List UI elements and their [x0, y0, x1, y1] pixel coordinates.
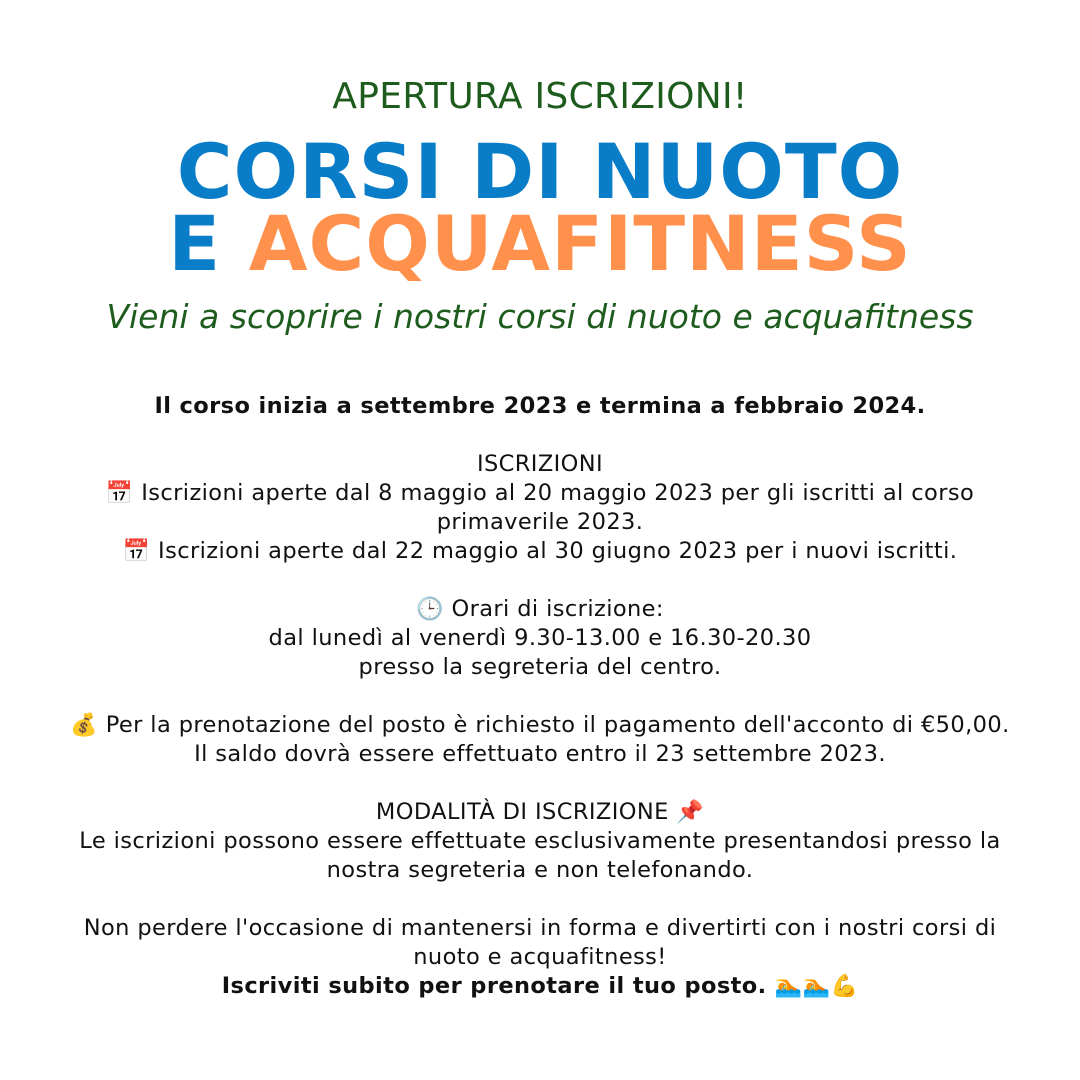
orari-line-1: dal lunedì al venerdì 9.30-13.00 e 16.30-20.30 [268, 625, 812, 651]
orari-heading-text: Orari di iscrizione: [451, 596, 664, 622]
kicker-text: APERTURA ISCRIZIONI! [332, 76, 748, 117]
intro-text: Il corso inizia a settembre 2023 e termina a febbraio 2024. [154, 393, 926, 419]
title-prefix: E [168, 199, 222, 288]
iscrizioni-line-2-text: Iscrizioni aperte dal 22 maggio al 30 giugno 2023 per i nuovi iscritti. [158, 538, 958, 564]
pagamento-body: Per la prenotazione del posto è richiesto il pagamento dell'acconto di €50,00. Il saldo dovrà essere effettuato entro il 23 settembre 2023. [105, 712, 1010, 767]
modalita-text: Le iscrizioni possono essere effettuate esclusivamente presentandosi presso la nostra segreteria e non telefonando. [79, 828, 1001, 883]
iscrizioni-heading: ISCRIZIONI [476, 451, 604, 477]
cta-text: Iscriviti subito per prenotare il tuo posto. [221, 973, 767, 999]
title-line-2 [0, 199, 1080, 288]
iscrizioni-line-2 [70, 537, 1010, 566]
iscrizioni-line-1-text: Iscrizioni aperte dal 8 maggio al 20 maggio 2023 per gli iscritti al corso primaverile 2023. [133, 480, 975, 535]
modalita-heading-text: MODALITÀ DI ISCRIZIONE [375, 799, 669, 825]
modalita-heading [70, 798, 1010, 827]
swimmer-flexed-arm-icon: 🏊🏊💪 [774, 974, 859, 999]
iscrizioni-line-1 [70, 479, 1010, 537]
calendar-icon: 📅 [122, 539, 151, 564]
orari-line-2: presso la segreteria del centro. [358, 654, 722, 680]
orari-heading [70, 595, 1010, 624]
money-bag-icon: 💰 [70, 713, 99, 738]
body-text [70, 392, 1010, 1001]
calendar-icon: 📅 [105, 481, 134, 506]
clock-icon: 🕒 [416, 597, 444, 622]
title-highlight: ACQUAFITNESS [248, 199, 912, 288]
title-line-1: CORSI DI NUOTO [176, 127, 904, 216]
pushpin-icon: 📌 [676, 800, 705, 825]
pagamento-text [70, 711, 1010, 769]
closing-text: Non perdere l'occasione di mantenersi in forma e divertirti con i nostri corsi di nuoto e acquafitness! [83, 915, 997, 970]
cta-line [70, 972, 1010, 1001]
subtitle: Vieni a scoprire i nostri corsi di nuoto e acquafitness [106, 297, 974, 336]
